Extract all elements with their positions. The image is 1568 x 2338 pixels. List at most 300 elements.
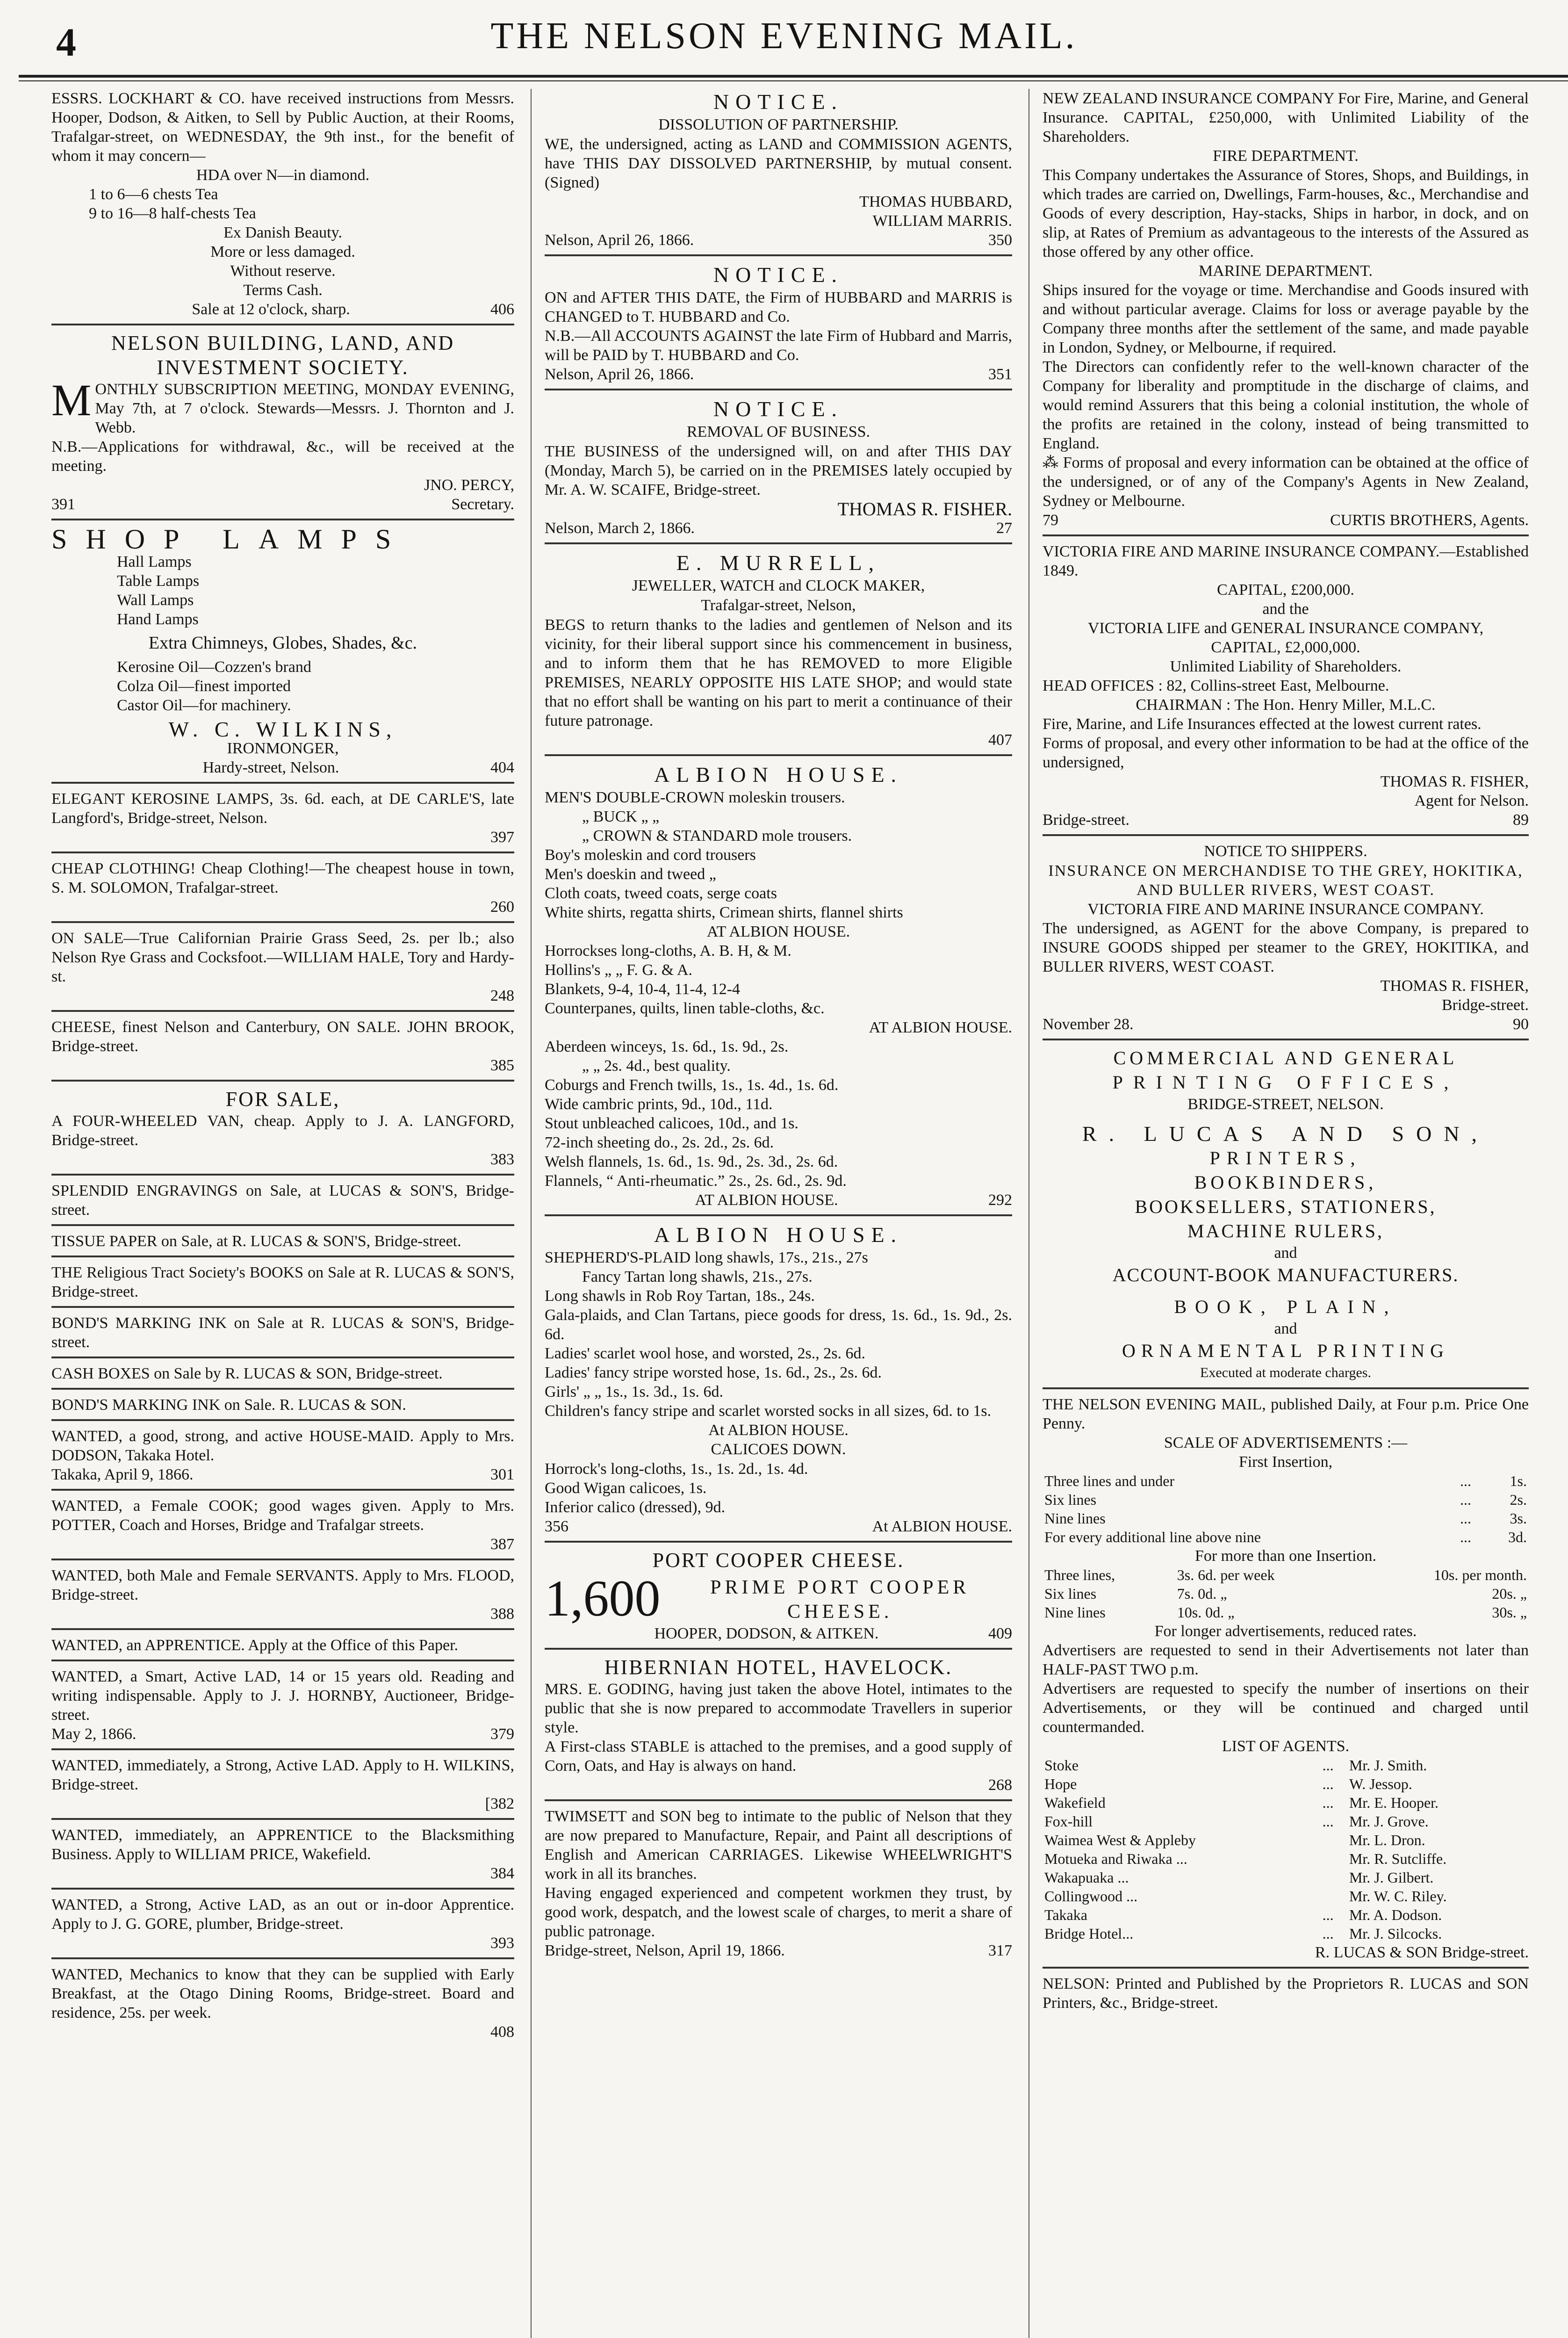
cheese-ad — [545, 1548, 1012, 1643]
ad-text: ELEGANT KEROSINE LAMPS, 3s. 6d. each, at DE CARLE'S, late Langford's, Bridge-street, Nelson. — [51, 790, 514, 827]
rates-table — [1043, 1472, 1529, 1546]
ad-line: ACCOUNT-BOOK MANUFACTURERS. — [1112, 1264, 1459, 1285]
table-cell: Mr. J. Silcocks. — [1349, 1925, 1442, 1942]
wanted-ad — [51, 1566, 514, 1624]
table-cell: 30s. „ — [1492, 1604, 1527, 1621]
table-row — [1043, 1924, 1529, 1943]
ad-number: 406 — [490, 301, 514, 318]
ad-text: CHEAP CLOTHING! Cheap Clothing!—The cheapest house in town, S. M. SOLOMON, Trafalgar-street. — [51, 860, 514, 896]
table-cell: ... — [1322, 1813, 1334, 1830]
divider — [545, 389, 1012, 390]
ad-number: 89 — [1513, 811, 1529, 829]
ad-text: Forms of proposal, and every other information to be had at the office of the undersigned, — [1043, 735, 1529, 771]
table-cell: Nine lines — [1044, 1510, 1106, 1527]
ad-address: BRIDGE-STREET, NELSON. — [1187, 1096, 1384, 1113]
lucas-ad — [51, 1364, 514, 1383]
divider — [51, 324, 514, 325]
ad-signature: THOMAS R. FISHER, — [1380, 773, 1529, 790]
ad-line: CAPITAL, £200,000. — [1217, 581, 1354, 599]
ad-title: ALBION HOUSE. — [654, 1223, 903, 1247]
table-row — [1043, 1793, 1529, 1812]
list-item: Inferior calico (dressed), 9d. — [545, 1499, 726, 1516]
table-cell: ... — [1460, 1491, 1471, 1508]
ad-signature: THOMAS R. FISHER, — [1380, 977, 1529, 995]
ad-text: Fire, Marine, and Life Insurances effected at the lowest current rates. — [1043, 715, 1482, 733]
ad-signature: THOMAS HUBBARD, — [859, 193, 1012, 210]
table-cell: Wakapuaka ... — [1044, 1869, 1129, 1886]
ad-text: CHEESE, finest Nelson and Canterbury, ON SALE. JOHN BROOK, Bridge-street. — [51, 1018, 514, 1055]
list-item: Long shawls in Rob Roy Tartan, 18s., 24s. — [545, 1287, 815, 1305]
ad-line: VICTORIA FIRE AND MARINE INSURANCE COMPANY. — [1087, 901, 1484, 918]
ad-line: CAPITAL, £2,000,000. — [1211, 639, 1360, 656]
notice-firm-change — [545, 262, 1012, 384]
lucas-ad — [51, 1313, 514, 1352]
for-sale-ad — [51, 1087, 514, 1169]
page-number: 4 — [56, 20, 76, 65]
ad-line: ORNAMENTAL PRINTING — [1122, 1340, 1449, 1361]
list-item: Castor Oil—for machinery. — [117, 697, 291, 714]
table-cell: 2s. — [1510, 1491, 1527, 1508]
ad-text: THE NELSON EVENING MAIL, published Daily, at Four p.m. Price One Penny. — [1043, 1396, 1529, 1432]
ad-number: 397 — [490, 829, 514, 846]
list-item: Counterpanes, quilts, linen table-cloths, &c. — [545, 1000, 825, 1017]
ad-text: SPLENDID ENGRAVINGS on Sale, at LUCAS & SON'S, Bridge-street. — [51, 1182, 514, 1219]
divider — [51, 1010, 514, 1012]
ad-line: AT ALBION HOUSE. — [695, 1191, 838, 1209]
table-cell — [1321, 1868, 1347, 1887]
divider — [51, 1174, 514, 1176]
list-item: Ladies' fancy stripe worsted hose, 1s. 6d., 2s., 2s. 6d. — [545, 1364, 882, 1381]
ad-text: VICTORIA FIRE AND MARINE INSURANCE COMPANY.—Established 1849. — [1043, 543, 1529, 579]
table-cell: ... — [1322, 1794, 1334, 1811]
lockhart-text: ESSRS. LOCKHART & CO. have received instructions from Messrs. Hooper, Dodson, & Aitken, to Sell by Public Auction, at their Rooms, Trafalgar-street, on WEDNESDAY, the 9th inst., for the benefit of whom it may concern— — [51, 90, 514, 165]
ad-address: Bridge-street. — [1442, 996, 1529, 1014]
ad-signature: R. LUCAS & SON Bridge-street. — [1315, 1944, 1529, 1961]
ad-text: BOND'S MARKING INK on Sale. R. LUCAS & SON. — [51, 1396, 406, 1414]
ad-title: PORT COOPER CHEESE. — [652, 1549, 905, 1572]
table-row — [1043, 1490, 1529, 1509]
ad-text: PRIME PORT COOPER CHEESE. — [710, 1577, 970, 1623]
ad-address: Trafalgar-street, Nelson, — [701, 597, 856, 614]
ad-number: 317 — [988, 1942, 1012, 1959]
divider — [1043, 1387, 1529, 1389]
ad-text: BEGS to return thanks to the ladies and gentlemen of Nelson and its vicinity, for their liberal support since his commencement in business, and to inform them that he has REMOVED to more Eligible PREMISES, NEARLY OPPOSITE HIS LATE SHOP; and would state that no effort shall be wanting on his part to merit a continuance of their future patronage. — [545, 616, 1012, 729]
ad-number: 260 — [490, 898, 514, 916]
table-cell: ... — [1322, 1775, 1334, 1792]
albion-house-ad — [545, 762, 1012, 1210]
ad-note: N.B.—All ACCOUNTS AGAINST the late Firm of Hubbard and Marris, will be PAID by T. HUBBARD and Co. — [545, 327, 1012, 364]
ad-line: Executed at moderate charges. — [1200, 1365, 1371, 1380]
ad-line: 9 to 16—8 half-chests Tea — [89, 205, 256, 222]
ad-text: TWIMSETT and SON beg to intimate to the public of Nelson that they are now prepared to Manufacture, Repair, and Paint all descriptions of English and American CARRIAGES. Likewise WHEELWRIGHT'S work in all its branches. — [545, 1808, 1012, 1883]
ad-line: BOOK, PLAIN, — [1174, 1296, 1397, 1317]
ad-number: 292 — [988, 1191, 1012, 1209]
ad-number: 393 — [490, 1934, 514, 1952]
table-cell: Motueka and Riwaka ... — [1044, 1850, 1187, 1867]
imprint: NELSON: Printed and Published by the Proprietors R. LUCAS and SON Printers, &c., Bridge-street. — [1043, 1975, 1529, 2012]
ad-text: WANTED, both Male and Female SERVANTS. Apply to Mrs. FLOOD, Bridge-street. — [51, 1567, 514, 1603]
ad-text: WANTED, a Smart, Active LAD, 14 or 15 years old. Reading and writing indispensable. Apply to J. J. HORNBY, Auctioneer, Bridge-street. — [51, 1668, 514, 1724]
ad-number: 407 — [988, 731, 1012, 749]
wanted-ad — [51, 1895, 514, 1953]
ad-title: NOTICE. — [713, 397, 844, 421]
list-item: SHEPHERD'S-PLAID long shawls, 17s., 21s., 27s — [545, 1249, 868, 1266]
table-cell: Six lines — [1044, 1491, 1097, 1508]
table-cell: Waimea West & Appleby — [1044, 1832, 1196, 1848]
table-cell: Six lines — [1044, 1585, 1097, 1602]
table-cell: Mr. E. Hooper. — [1349, 1794, 1439, 1811]
ad-subtitle: JEWELLER, WATCH and CLOCK MAKER, — [632, 577, 925, 594]
table-cell: W. Jessop. — [1349, 1775, 1412, 1792]
list-item: Welsh flannels, 1s. 6d., 1s. 9d., 2s. 3d., 2s. 6d. — [545, 1153, 838, 1170]
ad-signature: WILLIAM MARRIS. — [872, 212, 1012, 230]
list-item: Flannels, “ Anti-rheumatic.” 2s., 2s. 6d., 2s. 9d. — [545, 1172, 847, 1190]
ad-title: NOTICE TO SHIPPERS. — [1204, 843, 1367, 860]
small-ad — [51, 859, 514, 916]
lucas-ad — [51, 1181, 514, 1220]
divider — [51, 1818, 514, 1820]
divider — [1043, 1967, 1529, 1969]
ad-text: A First-class STABLE is attached to the premises, and a good supply of Corn, Oats, and Hay is always on hand. — [545, 1738, 1012, 1775]
list-item: Aberdeen winceys, 1s. 6d., 1s. 9d., 2s. — [545, 1038, 789, 1055]
ad-text: WANTED, immediately, a Strong, Active LAD. Apply to H. WILKINS, Bridge-street. — [51, 1757, 514, 1793]
ad-subtitle: DISSOLUTION OF PARTNERSHIP. — [658, 116, 899, 133]
list-item: Hall Lamps — [117, 553, 192, 570]
ad-text: ON SALE—True Californian Prairie Grass Seed, 2s. per lb.; also Nelson Rye Grass and Cocksfoot.—WILLIAM HALE, Tory and Hardy-st. — [51, 930, 514, 985]
table-row — [1043, 1831, 1529, 1849]
lucas-ad — [51, 1395, 514, 1414]
table-cell: ... — [1322, 1925, 1334, 1942]
newspaper-title: THE NELSON EVENING MAIL. — [490, 15, 1078, 57]
ad-number: 409 — [988, 1625, 1012, 1642]
ad-line: At ALBION HOUSE. — [708, 1422, 849, 1439]
list-item: Colza Oil—finest imported — [117, 678, 291, 695]
table-cell: Collingwood ... — [1044, 1888, 1138, 1905]
divider — [51, 1628, 514, 1630]
ad-date: Takaka, April 9, 1866. — [51, 1466, 194, 1483]
ad-number: 248 — [490, 987, 514, 1004]
list-item: Girls' „ „ 1s., 1s. 3d., 1s. 6d. — [545, 1383, 724, 1400]
table-cell: Takaka — [1044, 1906, 1087, 1923]
albion-house-ad-2 — [545, 1222, 1012, 1536]
table-cell: Mr. J. Gilbert. — [1349, 1869, 1434, 1886]
ad-subtitle: SCALE OF ADVERTISEMENTS :— — [1164, 1434, 1408, 1451]
ad-subtitle: CALICOES DOWN. — [711, 1441, 846, 1458]
divider — [51, 1357, 514, 1358]
wanted-ad — [51, 1826, 514, 1883]
ad-line: and the — [1262, 600, 1309, 618]
ad-date: Nelson, March 2, 1866. — [545, 520, 695, 537]
divider — [51, 1080, 514, 1082]
table-row — [1043, 1849, 1529, 1868]
ad-number: 301 — [490, 1466, 514, 1483]
ad-line: Sale at 12 o'clock, sharp. — [192, 301, 350, 318]
list-item: Children's fancy stripe and scarlet worsted socks in all sizes, 6d. to 1s. — [545, 1402, 992, 1420]
list-item: Boy's moleskin and cord trousers — [545, 846, 756, 864]
ad-signature: JNO. PERCY, — [424, 476, 514, 494]
ad-subtitle: LIST OF AGENTS. — [1222, 1738, 1350, 1755]
divider — [1043, 1039, 1529, 1040]
list-item: White shirts, regatta shirts, Crimean shirts, flannel shirts — [545, 904, 903, 921]
table-cell: ... — [1322, 1757, 1334, 1774]
table-cell: 1s. — [1510, 1472, 1527, 1489]
ad-date: Bridge-street, Nelson, April 19, 1866. — [545, 1942, 785, 1959]
ad-line: AT ALBION HOUSE. — [869, 1019, 1012, 1036]
list-item: „ CROWN & STANDARD mole trousers. — [582, 827, 852, 844]
ad-number: 391 — [51, 496, 75, 513]
divider — [545, 1648, 1012, 1650]
ad-number: 408 — [490, 2023, 514, 2041]
ad-text: ON and AFTER THIS DATE, the Firm of HUBBARD and MARRIS is CHANGED to T. HUBBARD and Co. — [545, 289, 1012, 325]
table-cell: Mr. J. Smith. — [1349, 1757, 1427, 1774]
divider — [51, 1957, 514, 1959]
table-cell: Three lines, — [1044, 1566, 1115, 1583]
column-divider — [531, 89, 532, 2338]
list-item: Kerosine Oil—Cozzen's brand — [117, 658, 311, 676]
ad-title: NOTICE. — [713, 90, 844, 114]
ad-date: Nelson, April 26, 1866. — [545, 366, 694, 383]
ad-number: 90 — [1513, 1016, 1529, 1033]
ad-line: HDA over N—in diamond. — [196, 166, 370, 184]
ad-text: WANTED, immediately, an APPRENTICE to the Blacksmithing Business. Apply to WILLIAM PRICE, Wakefield. — [51, 1826, 514, 1863]
small-ad — [51, 789, 514, 847]
table-cell: ... — [1460, 1510, 1471, 1527]
ad-number: 404 — [490, 759, 514, 776]
shop-lamps-ad — [51, 526, 514, 777]
table-cell: ... — [1460, 1529, 1471, 1545]
wanted-ad — [51, 1427, 514, 1484]
table-cell: 7s. 0d. „ — [1177, 1585, 1227, 1602]
divider — [51, 1559, 514, 1560]
list-item: 72-inch sheeting do., 2s. 2d., 2s. 6d. — [545, 1134, 774, 1151]
masthead-rule-thin — [19, 80, 1568, 81]
ad-text: THE BUSINESS of the undersigned will, on and after THIS DAY (Monday, March 5), be carried on in the PREMISES lately occupied by Mr. A. W. SCAIFE, Bridge-street. — [545, 443, 1012, 498]
agents-table — [1043, 1756, 1529, 1943]
ad-line: AT ALBION HOUSE. — [706, 923, 850, 940]
divider — [545, 754, 1012, 756]
table-row — [1043, 1566, 1529, 1584]
ad-text: WANTED, a good, strong, and active HOUSE-MAID. Apply to Mrs. DODSON, Takaka Hotel. — [51, 1428, 514, 1464]
ad-number: 388 — [490, 1605, 514, 1623]
masthead — [19, 5, 1549, 75]
ad-line: BOOKSELLERS, STATIONERS, — [1135, 1196, 1437, 1217]
ad-text: WE, the undersigned, acting as LAND and COMMISSION AGENTS, have THIS DAY DISSOLVED PARTNERSHIP, by mutual consent. (Signed) — [545, 136, 1012, 191]
ad-number: 356 — [545, 1518, 568, 1535]
table-row — [1043, 1812, 1529, 1831]
ad-text: WANTED, a Female COOK; good wages given. Apply to Mrs. POTTER, Coach and Horses, Bridge and Trafalgar streets. — [51, 1497, 514, 1534]
table-row — [1043, 1528, 1529, 1546]
divider — [51, 1419, 514, 1421]
ad-line: 1 to 6—6 chests Tea — [89, 186, 218, 203]
divider — [545, 542, 1012, 544]
ad-text: ONTHLY SUBSCRIPTION MEETING, MONDAY EVENING, May 7th, at 7 o'clock. Stewards—Messrs. J. Thornton and J. Webb. — [95, 381, 514, 436]
ad-signature: THOMAS R. FISHER. — [837, 498, 1012, 520]
divider — [545, 1541, 1012, 1543]
table-cell: ... — [1322, 1906, 1334, 1923]
ad-line: MACHINE RULERS, — [1187, 1220, 1384, 1241]
column-1 — [51, 89, 514, 2338]
ad-date: May 2, 1866. — [51, 1725, 137, 1743]
lockhart-ad — [51, 89, 514, 319]
ad-line: Hardy-street, Nelson. — [202, 759, 339, 776]
ad-line: Extra Chimneys, Globes, Shades, &c. — [148, 633, 417, 653]
ad-text: BOND'S MARKING INK on Sale at R. LUCAS & SON'S, Bridge-street. — [51, 1314, 514, 1351]
ad-text: MRS. E. GODING, having just taken the above Hotel, intimates to the public that she is now prepared to accommodate Travellers in superior style. — [545, 1681, 1012, 1736]
ad-title: NELSON BUILDING, LAND, AND INVESTMENT SOCIETY. — [111, 332, 455, 379]
list-item: Horrockses long-cloths, A. B. H, & M. — [545, 942, 791, 960]
ad-line: R. LUCAS AND SON, — [1082, 1122, 1489, 1146]
ad-subtitle: INSURANCE ON MERCHANDISE TO THE GREY, HOKITIKA, AND BULLER RIVERS, WEST COAST. — [1048, 862, 1523, 899]
table-row — [1043, 1887, 1529, 1905]
list-item: Ladies' scarlet wool hose, and worsted, 2s., 2s. 6d. — [545, 1345, 865, 1362]
list-item: Hollins's „ „ F. G. & A. — [545, 961, 693, 979]
ad-line: VICTORIA LIFE and GENERAL INSURANCE COMPANY, — [1087, 620, 1484, 637]
printing-office-ad — [1043, 1046, 1529, 1383]
ad-line: Ex Danish Beauty. — [223, 224, 342, 241]
ad-text: WANTED, Mechanics to know that they can be supplied with Early Breakfast, at the Otago Dining Rooms, Bridge-street. Board and residence, 25s. per week. — [51, 1966, 514, 2021]
ad-line: and — [1274, 1244, 1297, 1262]
divider — [1043, 834, 1529, 836]
ad-line: For more than one Insertion. — [1194, 1547, 1377, 1565]
divider — [51, 1489, 514, 1491]
ad-subtitle: MARINE DEPARTMENT. — [1199, 262, 1373, 280]
ad-text: CASH BOXES on Sale by R. LUCAS & SON, Bridge-street. — [51, 1365, 443, 1382]
table-cell: Three lines and under — [1044, 1472, 1175, 1489]
ad-number: 268 — [988, 1776, 1012, 1794]
table-row — [1043, 1756, 1529, 1775]
ad-title: E. MURRELL, — [676, 551, 881, 575]
list-item: Fancy Tartan long shawls, 21s., 27s. — [582, 1268, 813, 1285]
divider — [51, 519, 514, 520]
wanted-ad — [51, 1496, 514, 1554]
ad-line: and — [1274, 1320, 1297, 1337]
wanted-ad — [51, 1756, 514, 1813]
notice-to-shippers — [1043, 842, 1529, 1034]
ad-text: Ships insured for the voyage or time. Merchandise and Goods insured with and without particular average. Claims for loss or average payable by the Company three months after the settlement of the same, and made payable in London, Sydney, or Melbourne, if required. — [1043, 281, 1529, 356]
ad-address: Bridge-street. — [1043, 811, 1129, 829]
small-ad — [51, 1017, 514, 1075]
table-cell: 10s. per month. — [1433, 1566, 1527, 1583]
table-cell: Mr. J. Grove. — [1349, 1813, 1429, 1830]
divider — [1043, 534, 1529, 536]
lucas-ad — [51, 1263, 514, 1301]
table-cell: Stoke — [1044, 1757, 1079, 1774]
table-cell — [1321, 1887, 1347, 1905]
ad-subtitle: FIRE DEPARTMENT. — [1213, 147, 1359, 165]
list-item: Men's doeskin and tweed „ — [545, 866, 716, 883]
ad-line: Without reserve. — [230, 262, 336, 280]
wanted-ad — [51, 1667, 514, 1744]
ad-text: Advertisers are requested to send in their Advertisements not later than HALF-PAST TWO p.m. — [1043, 1642, 1529, 1678]
ad-text: WANTED, a Strong, Active LAD, as an out or in-door Apprentice. Apply to J. G. GORE, plumber, Bridge-street. — [51, 1896, 514, 1933]
list-item: Hand Lamps — [117, 611, 199, 628]
ad-line: IRONMONGER, — [227, 740, 339, 757]
divider — [51, 782, 514, 784]
ad-signature: HOOPER, DODSON, & AITKEN. — [654, 1625, 879, 1642]
rates-table-multi — [1043, 1566, 1529, 1622]
table-cell: Bridge Hotel... — [1044, 1925, 1134, 1942]
ad-line: HEAD OFFICES : 82, Collins-street East, Melbourne. — [1043, 677, 1389, 694]
column-3 — [1043, 89, 1529, 2338]
divider — [51, 1224, 514, 1226]
murrell-ad — [545, 550, 1012, 750]
ad-line: Unlimited Liability of Shareholders. — [1170, 658, 1402, 675]
wanted-ad — [51, 1965, 514, 2042]
divider — [51, 1306, 514, 1308]
ad-role: Secretary. — [451, 496, 514, 513]
ad-text: A FOUR-WHEELED VAN, cheap. Apply to J. A. LANGFORD, Bridge-street. — [51, 1112, 514, 1149]
ad-subtitle: REMOVAL OF BUSINESS. — [686, 423, 870, 440]
ad-text: NEW ZEALAND INSURANCE COMPANY For Fire, Marine, and General Insurance. CAPITAL, £250,000, with Unlimited Liability of the Shareholders. — [1043, 90, 1529, 145]
ad-title: COMMERCIAL AND GENERAL — [1113, 1047, 1458, 1068]
ad-text: The Directors can confidently refer to the well-known character of the Company for liberality and promptitude in the discharge of claims, and would remind Assurers that this being a colonial institution, the whole of the profits are retained in the colony, instead of being transmitted to England. — [1043, 358, 1529, 452]
ad-signature: CURTIS BROTHERS, Agents. — [1330, 512, 1529, 529]
table-row — [1043, 1509, 1529, 1528]
table-cell: Fox-hill — [1044, 1813, 1093, 1830]
table-cell: Mr. L. Dron. — [1349, 1832, 1425, 1848]
table-cell: Nine lines — [1044, 1604, 1106, 1621]
table-row — [1043, 1472, 1529, 1490]
table-cell: Wakefield — [1044, 1794, 1106, 1811]
ad-number: 387 — [490, 1536, 514, 1553]
table-row — [1043, 1603, 1529, 1622]
divider — [545, 254, 1012, 256]
ad-title: NOTICE. — [713, 263, 844, 287]
table-cell: 3s. — [1510, 1510, 1527, 1527]
wanted-ad — [51, 1636, 514, 1655]
table-cell: Mr. R. Sutcliffe. — [1349, 1850, 1447, 1867]
ad-number: [382 — [485, 1795, 514, 1812]
list-item: Cloth coats, tweed coats, serge coats — [545, 885, 777, 902]
table-cell: 3s. 6d. per week — [1177, 1566, 1275, 1583]
divider — [51, 1256, 514, 1257]
evening-mail-ad — [1043, 1395, 1529, 2013]
table-cell: Mr. W. C. Riley. — [1349, 1888, 1447, 1905]
list-item: Horrock's long-cloths, 1s., 1s. 2d., 1s. 4d. — [545, 1460, 808, 1478]
ad-line: BOOKBINDERS, — [1194, 1172, 1377, 1193]
ad-line: At ALBION HOUSE. — [872, 1518, 1012, 1535]
ad-line: For longer advertisements, reduced rates. — [1154, 1623, 1417, 1640]
ad-signature: W. C. WILKINS, — [168, 717, 397, 741]
table-row — [1043, 1868, 1529, 1887]
divider — [51, 1888, 514, 1890]
table-cell — [1321, 1849, 1347, 1868]
ad-role: Agent for Nelson. — [1414, 792, 1529, 809]
ad-date: November 28. — [1043, 1016, 1134, 1033]
list-item: Table Lamps — [117, 572, 200, 590]
cheese-quantity: 1,600 — [545, 1573, 661, 1624]
drop-cap: M — [51, 375, 92, 425]
ad-text: ⁂ Forms of proposal and every information can be obtained at the office of the undersigned, or of any of the Company's Agents in New Zealand, Sydney or Melbourne. — [1043, 454, 1529, 510]
table-cell: 3d. — [1508, 1529, 1527, 1545]
ad-text: The undersigned, as AGENT for the above Company, is prepared to INSURE GOODS shipped per steamer to the GREY, HOKITIKA, and BULLER RIVERS, WEST COAST. — [1043, 920, 1529, 975]
list-item: „ BUCK „ „ — [582, 808, 660, 825]
divider — [545, 1214, 1012, 1216]
ad-text: This Company undertakes the Assurance of Stores, Shops, and Buildings, in which trades are carried on, Dwellings, Farm-houses, &c., Merchandise and Goods of every description, Hay-stacks, Ships in harbor, in dock, and on slip, at Rates of Premium as advantageous to the interests of the Assured as those offered by any other office. — [1043, 166, 1529, 260]
nz-insurance-ad — [1043, 89, 1529, 530]
ad-date: Nelson, April 26, 1866. — [545, 231, 694, 249]
ad-text: TISSUE PAPER on Sale, at R. LUCAS & SON'S, Bridge-street. — [51, 1233, 461, 1250]
ad-title: HIBERNIAN HOTEL, HAVELOCK. — [604, 1656, 953, 1679]
small-ad — [51, 929, 514, 1005]
ad-text: THE Religious Tract Society's BOOKS on Sale at R. LUCAS & SON'S, Bridge-street. — [51, 1264, 514, 1300]
ad-note: N.B.—Applications for withdrawal, &c., will be received at the meeting. — [51, 438, 514, 475]
ad-text: Having engaged experienced and competent workmen they trust, by good work, despatch, and the lowest scale of charges, to merit a share of public patronage. — [545, 1884, 1012, 1940]
victoria-insurance-ad — [1043, 542, 1529, 830]
table-row — [1043, 1905, 1529, 1924]
twimsett-ad — [545, 1807, 1012, 1960]
ad-line: PRINTERS, — [1209, 1147, 1362, 1169]
